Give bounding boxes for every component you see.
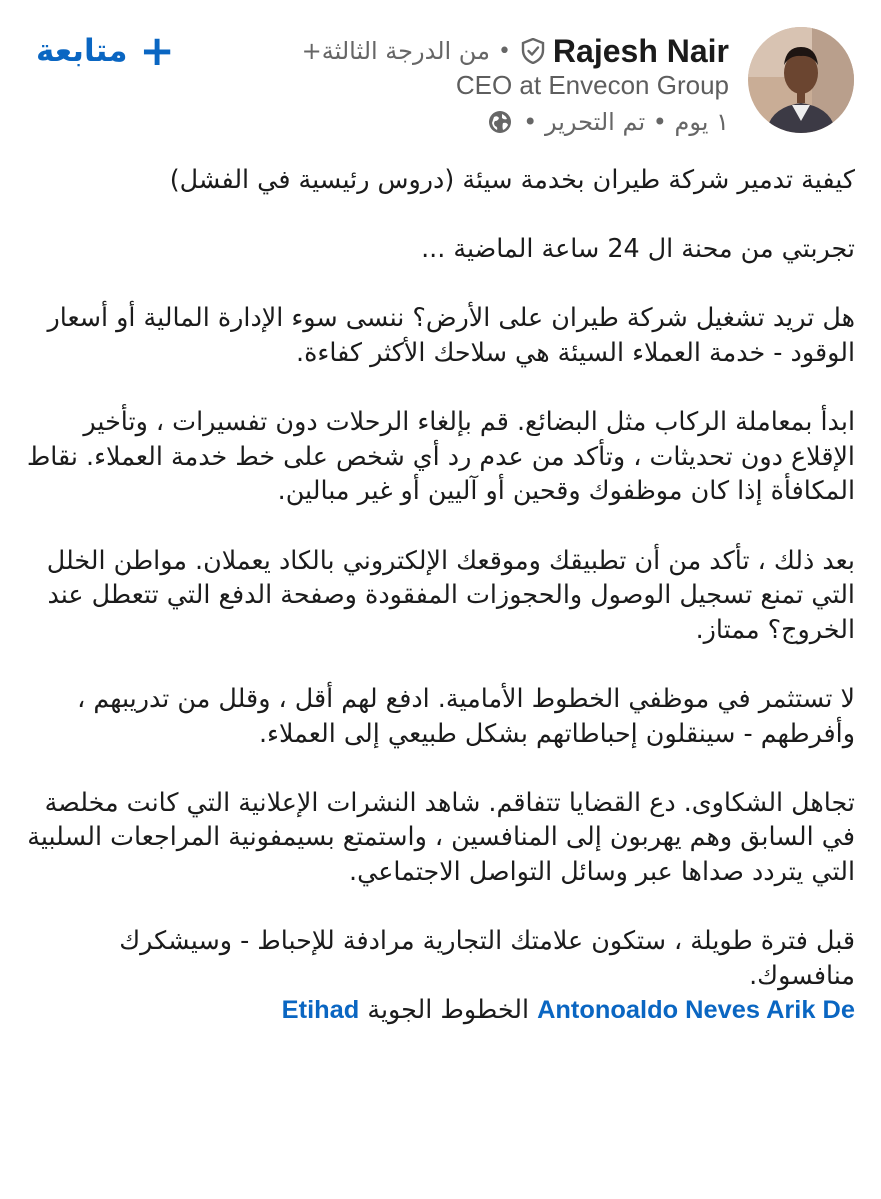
author-name-row xyxy=(302,30,729,72)
mentions-line xyxy=(26,992,855,1028)
post-meta xyxy=(487,105,729,139)
avatar-photo xyxy=(748,27,854,133)
post-paragraph: قبل فترة طويلة ، ستكون علامتك التجارية مرادفة للإحباط - وسيشكرك منافسوك. xyxy=(119,925,855,990)
connection-degree: من الدرجة الثالثة+ xyxy=(301,37,490,65)
mention-link[interactable]: Etihad xyxy=(281,996,360,1025)
plus-icon: + xyxy=(139,26,175,75)
mention-connector: الخطوط الجوية xyxy=(367,994,529,1025)
post-paragraph: لا تستثمر في موظفي الخطوط الأمامية. ادفع لهم أقل ، وقلل من تدريبهم ، وأفرطهم - سينقلون إحباطاتهم بشكل طبيعي إلى العملاء. xyxy=(77,682,855,748)
follow-label: متابعة xyxy=(36,33,128,69)
follow-button[interactable] xyxy=(36,28,175,74)
post-body xyxy=(26,162,855,1062)
post-paragraph: بعد ذلك ، تأكد من أن تطبيقك وموقعك الإلكتروني بالكاد يعملان. مواطن الخلل التي تمنع تسجيل الوصول والحجوزات المفقودة وصفحة الدفع التي تتعطل عند الخروج؟ ممتاز. xyxy=(46,544,855,644)
post-timestamp: ١ يوم • تم التحرير • xyxy=(523,108,729,136)
post-paragraph: هل تريد تشغيل شركة طيران على الأرض؟ ننسى سوء الإدارة المالية أو أسعار الوقود - خدمة العملاء السيئة هي سلاحك الأكثر كفاءة. xyxy=(47,302,855,367)
post-paragraph: تجاهل الشكاوى. دع القضايا تتفاقم. شاهد النشرات الإعلانية التي كانت مخلصة في السابق وهم يهربون إلى المنافسين ، واستمتع بسيمفونية المراجعات السلبية التي يتردد صداها عبر وسائل التواصل الاجتماعي. xyxy=(27,786,855,886)
globe-icon xyxy=(487,109,513,135)
verified-shield-icon[interactable] xyxy=(521,38,545,64)
post-title: كيفية تدمير شركة طيران بخدمة سيئة (دروس رئيسية في الفشل) xyxy=(169,164,855,194)
author-avatar[interactable] xyxy=(748,27,854,133)
author-headline: CEO at Envecon Group xyxy=(455,70,729,100)
author-name[interactable]: Rajesh Nair xyxy=(552,32,729,69)
post-header xyxy=(0,0,881,150)
post-paragraph: تجربتي من محنة ال 24 ساعة الماضية ... xyxy=(421,233,855,264)
mention-link[interactable]: Antonoaldo Neves Arik De xyxy=(537,996,855,1025)
separator-dot: • xyxy=(497,38,511,64)
post-paragraph: ابدأ بمعاملة الركاب مثل البضائع. قم بإلغاء الرحلات دون تفسيرات ، وتأخير الإقلاع دون تحديثات ، وتأكد من عدم رد أي شخص على خط خدمة العملاء. نقاط المكافأة إذا كان موظفوك وقحين أو آليين أو غير مبالين. xyxy=(26,406,855,506)
